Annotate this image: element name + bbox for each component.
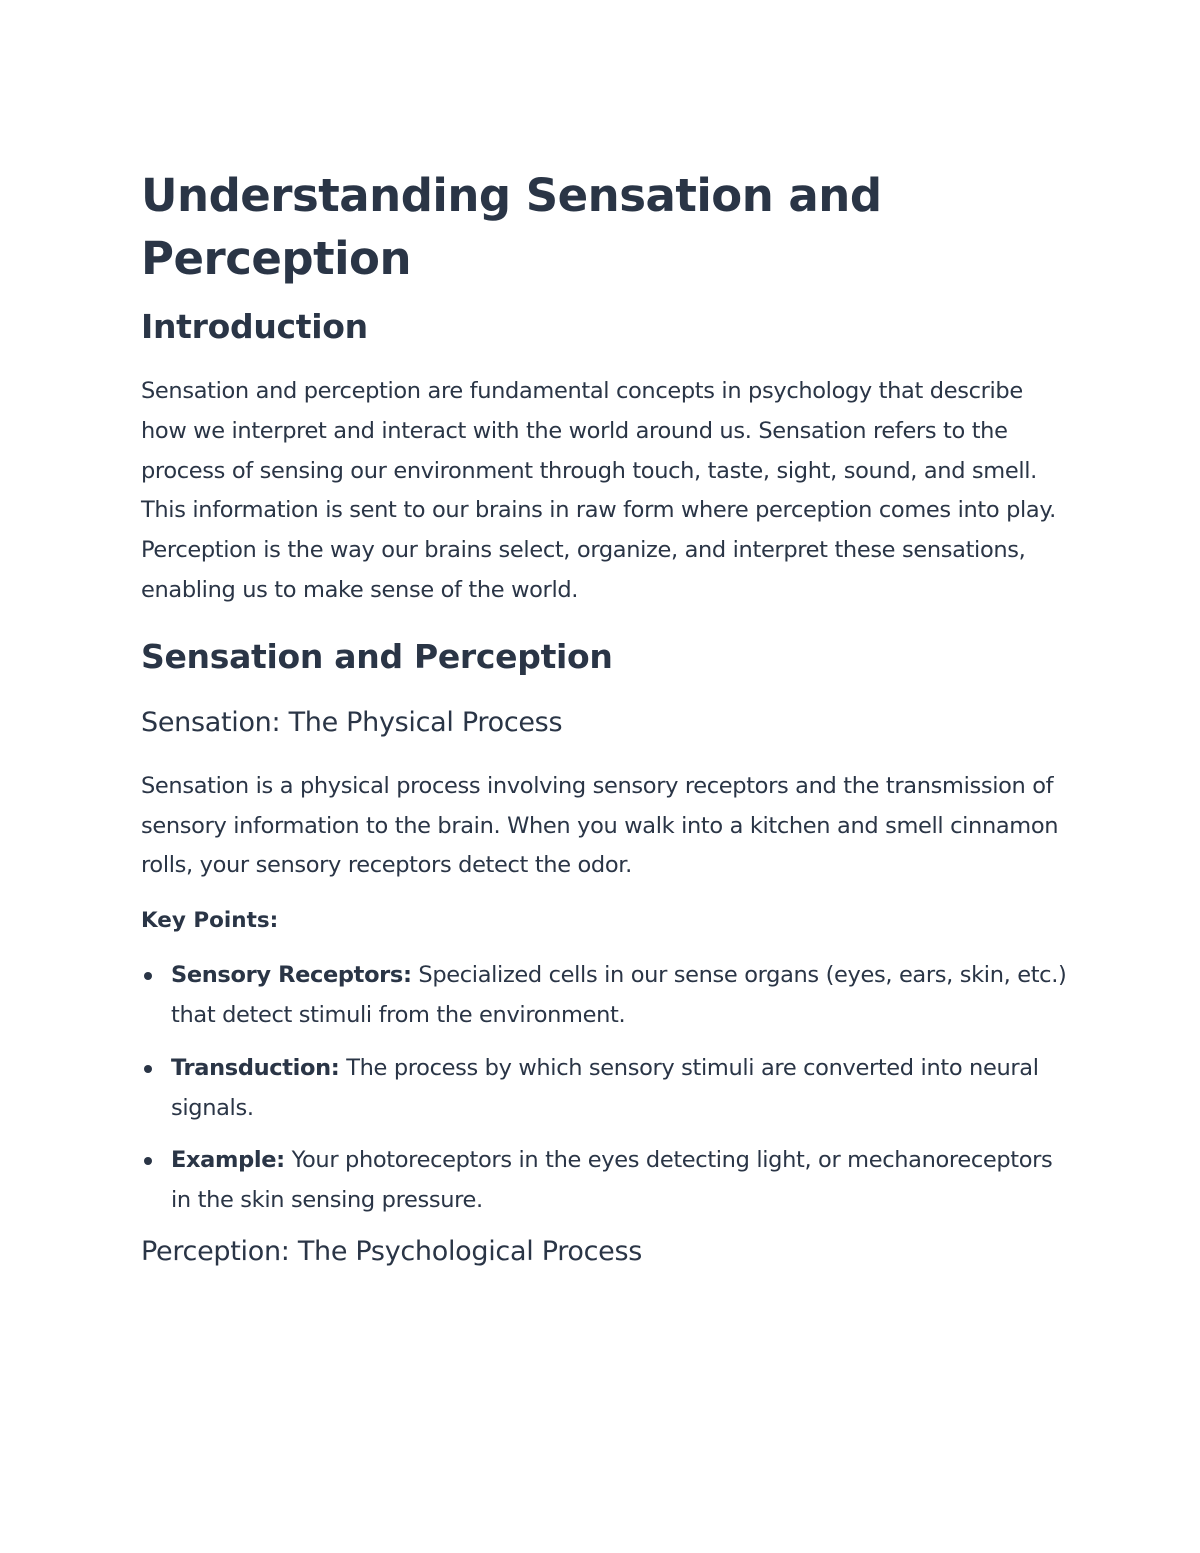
bullet-icon	[144, 1065, 152, 1073]
bullet-term: Sensory Receptors:	[171, 962, 412, 989]
list-item	[141, 1141, 1071, 1221]
intro-heading: Introduction	[141, 307, 368, 346]
key-points-list	[141, 956, 1071, 1221]
list-item	[141, 956, 1071, 1036]
list-item	[141, 1049, 1071, 1129]
bullet-text: Your photoreceptors in the eyes detecting light, or mechanoreceptors in the skin sensing pressure.	[171, 1147, 1053, 1214]
bullet-icon	[144, 1157, 152, 1165]
document-title: Understanding Sensation and Perception	[141, 169, 882, 285]
bullet-text: The process by which sensory stimuli are converted into neural signals.	[171, 1054, 1039, 1121]
intro-paragraph: Sensation and perception are fundamental concepts in psychology that describe how we interpret and interact with the world around us. Sensation refers to the process of sensing our environment through touch, taste, sight, sound, and smell. This information is sent to our brains in raw form where perception comes into play. Perception is the way our brains select, organize, and interpret these sensations, enabling us to make sense of the world.	[141, 378, 1056, 603]
sensation-heading: Sensation: The Physical Process	[141, 706, 563, 738]
perception-heading: Perception: The Psychological Process	[141, 1235, 643, 1267]
bullet-icon	[144, 972, 152, 980]
document-page	[141, 164, 1071, 1270]
bullet-term: Transduction:	[171, 1054, 340, 1081]
bullet-term: Example:	[171, 1147, 285, 1174]
section-heading: Sensation and Perception	[141, 636, 613, 676]
key-points-label: Key Points:	[141, 908, 279, 934]
sensation-paragraph: Sensation is a physical process involving sensory receptors and the transmission of sensory information to the brain. When you walk into a kitchen and smell cinnamon rolls, your sensory receptors detect the odor.	[141, 772, 1059, 879]
bullet-text: Specialized cells in our sense organs (eyes, ears, skin, etc.) that detect stimuli from the environment.	[171, 962, 1067, 1028]
